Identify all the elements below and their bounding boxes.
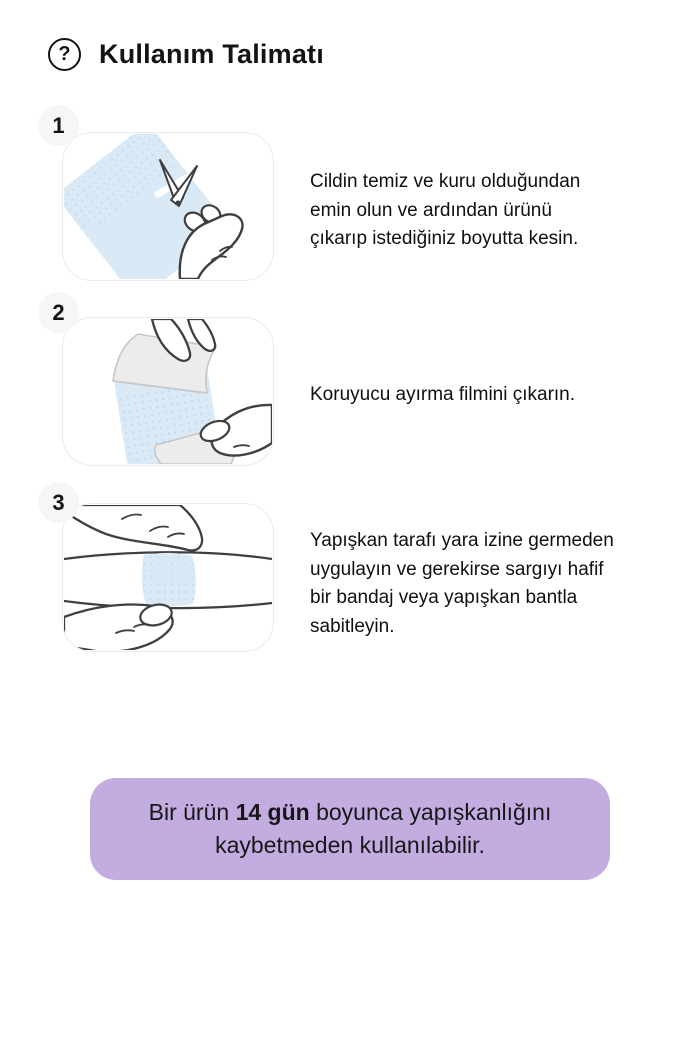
step-text-line: bir bandaj veya yapışkan bantla <box>310 587 578 608</box>
step-1-illustration <box>62 132 274 281</box>
step-text-line: Yapışkan tarafı yara izine germeden <box>310 530 614 551</box>
step-text-line: Cildin temiz ve kuru olduğundan <box>310 171 581 192</box>
step-1-text <box>310 168 682 254</box>
step-text-line: sabitleyin. <box>310 615 395 637</box>
step-number: 1 <box>52 112 65 138</box>
note-segment: Bir ürün <box>148 799 236 825</box>
step-text-line: çıkarıp istediğiniz boyutta kesin. <box>310 228 579 249</box>
note-highlight: 14 gün <box>235 799 310 825</box>
apply-patch-to-arm-icon <box>64 505 272 650</box>
question-mark-icon: ? <box>48 38 81 71</box>
step-2-text <box>310 381 682 410</box>
duration-note-box <box>90 778 610 880</box>
step-number: 2 <box>52 299 65 325</box>
note-segment: boyunca yapışkanlığını <box>309 799 552 825</box>
note-segment: kaybetmeden kullanılabilir. <box>215 832 485 858</box>
page-title: Kullanım Talimatı <box>99 39 324 69</box>
scissors-cutting-patch-icon <box>64 134 272 279</box>
step-1-number-badge <box>38 105 79 146</box>
step-text-line: emin olun ve ardından ürünü <box>310 199 552 221</box>
step-text-line: uygulayın ve gerekirse sargıyı hafif <box>310 558 604 580</box>
peeling-film-icon <box>64 319 272 464</box>
duration-note-text <box>149 796 552 862</box>
step-2-illustration <box>62 317 274 466</box>
page-header <box>48 38 324 71</box>
step-text-line: Koruyucu ayırma filmini çıkarın. <box>310 384 576 405</box>
step-3-text <box>310 527 682 641</box>
step-number: 3 <box>52 489 65 515</box>
step-3-illustration <box>62 503 274 652</box>
step-2-number-badge <box>38 292 79 333</box>
step-3-number-badge <box>38 482 79 523</box>
